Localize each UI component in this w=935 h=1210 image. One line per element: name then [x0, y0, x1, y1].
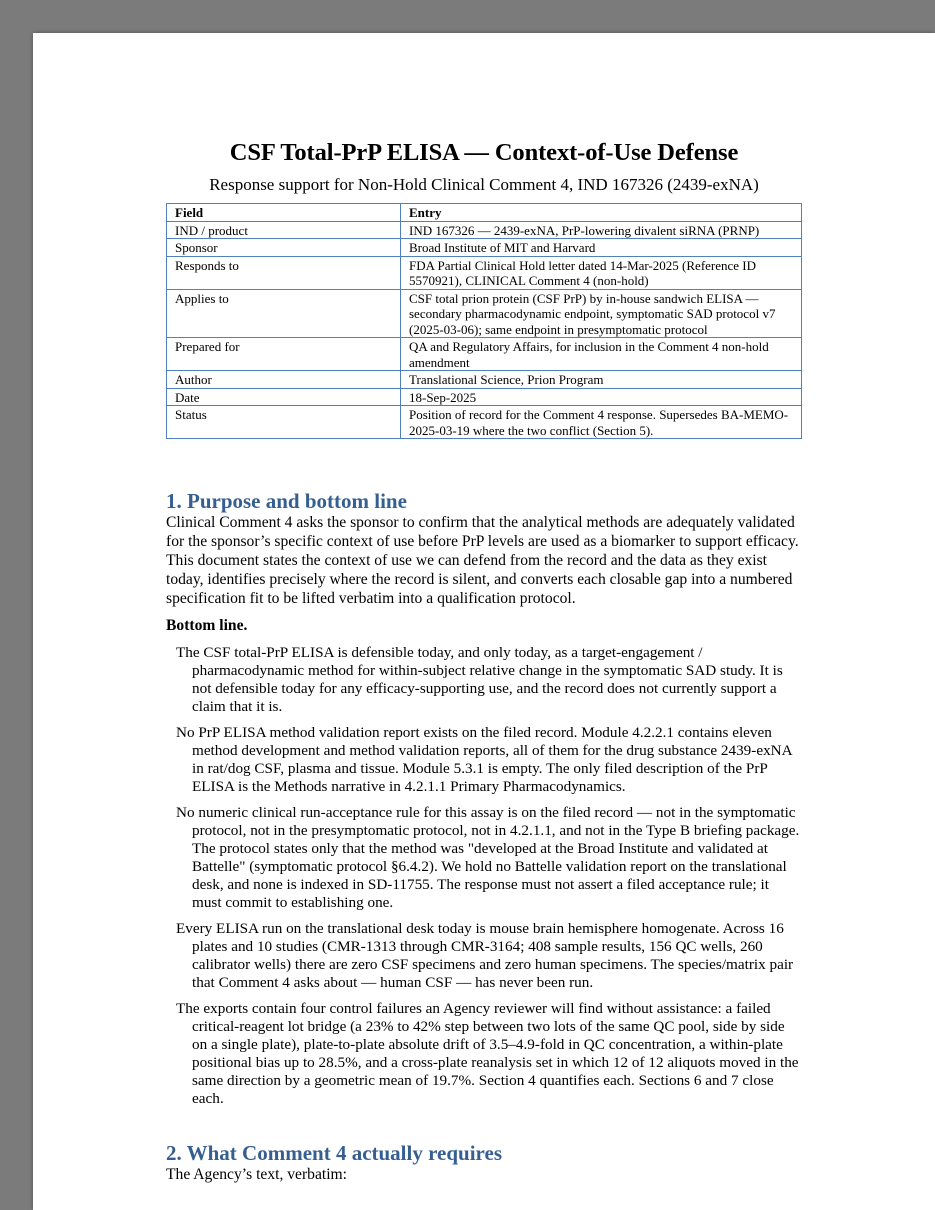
row-entry: CSF total prion protein (CSF PrP) by in-house sandwich ELISA — secondary pharmacodynamic endpoint, symptomatic SAD protocol v7 (2025-03-06); same endpoint in presymptomatic protocol — [401, 289, 802, 338]
document-title: CSF Total-PrP ELISA — Context-of-Use Defense — [229, 139, 739, 166]
list-item-text: Every ELISA run on the translational desk today is mouse brain hemisphere homogenate. Across 16 plates and 10 studies (CMR-1313 through CMR-3164; 408 sample results, 156 QC wells, 260 calibrator wells) there are zero CSF specimens and zero human specimens. The species/matrix pair that Comment 4 asks about — human CSF — has never been run. — [176, 920, 794, 991]
table-row — [167, 256, 802, 289]
row-field: Applies to — [167, 289, 401, 338]
row-entry: Broad Institute of MIT and Harvard — [401, 239, 802, 257]
document-subtitle: Response support for Non-Hold Clinical Comment 4, IND 167326 (2439-exNA) — [209, 175, 759, 194]
row-entry: FDA Partial Clinical Hold letter dated 14-Mar-2025 (Reference ID 5570921), CLINICAL Comment 4 (non-hold) — [401, 256, 802, 289]
list-item-text: No PrP ELISA method validation report exists on the filed record. Module 4.2.2.1 contains eleven method development and method validation reports, all of them for the drug substance 2439-exNA in rat/dog CSF, plasma and tissue. Module 5.3.1 is empty. The only filed description of the PrP ELISA is the Methods narrative in 4.2.1.1 Primary Pharmacodynamics. — [176, 724, 792, 795]
row-entry: 18-Sep-2025 — [401, 388, 802, 406]
table-row — [167, 289, 802, 338]
row-entry: Position of record for the Comment 4 response. Supersedes BA-MEMO-2025-03-19 where the two conflict (Section 5). — [401, 406, 802, 439]
list-item-text: The exports contain four control failures an Agency reviewer will find without assistance: a failed critical-reagent lot bridge (a 23% to 42% step between two lots of the same QC pool, side by side on a single plate), plate-to-plate absolute drift of 3.5–4.9-fold in QC concentration, a within-plate positional bias up to 28.5%, and a cross-plate reanalysis set in which 12 of 12 aliquots moved in the same direction by a geometric mean of 19.7%. Section 4 quantifies each. Sections 6 and 7 close each. — [176, 1000, 799, 1107]
document-page — [33, 33, 935, 1210]
row-entry: QA and Regulatory Affairs, for inclusion in the Comment 4 non-hold amendment — [401, 338, 802, 371]
table-row — [167, 239, 802, 257]
list-item-text: The CSF total-PrP ELISA is defensible today, and only today, as a target-engagement / pharmacodynamic method for within-subject relative change in the symptomatic SAD study. It is not defensible today for any efficacy-supporting use, and the record does not currently support a claim that it is. — [176, 644, 783, 715]
table-row — [167, 338, 802, 371]
row-field: Date — [167, 388, 401, 406]
row-field: IND / product — [167, 221, 401, 239]
row-field: Responds to — [167, 256, 401, 289]
row-field: Status — [167, 406, 401, 439]
table-row — [167, 388, 802, 406]
list-item — [166, 804, 802, 912]
row-field: Prepared for — [167, 338, 401, 371]
section-1-heading: 1. Purpose and bottom line — [166, 489, 407, 513]
header-entry: Entry — [401, 204, 802, 222]
row-entry: IND 167326 — 2439-exNA, PrP-lowering divalent siRNA (PRNP) — [401, 221, 802, 239]
table-row — [167, 221, 802, 239]
section-2-intro: The Agency’s text, verbatim: — [166, 1166, 348, 1183]
row-field: Sponsor — [167, 239, 401, 257]
table-row — [167, 371, 802, 389]
document-content — [166, 138, 802, 1184]
list-item — [166, 724, 802, 796]
list-item — [166, 920, 802, 992]
list-item-text: No numeric clinical run-acceptance rule for this assay is on the filed record — not in the symptomatic protocol, not in the presymptomatic protocol, not in 4.2.1.1, and not in the Type B briefing package. The protocol states only that the method was "developed at the Broad Institute and validated at Battelle" (symptomatic protocol §6.4.2). We hold no Battelle validation report on the translational desk, and none is indexed in SD-11755. The response must not assert a filed acceptance rule; it must commit to establishing one. — [176, 804, 800, 911]
table-row — [167, 406, 802, 439]
metadata-table-header — [167, 204, 802, 222]
list-item — [166, 1000, 802, 1108]
metadata-table — [166, 203, 802, 439]
list-item — [166, 644, 802, 716]
section-1-intro: Clinical Comment 4 asks the sponsor to confirm that the analytical methods are adequately validated for the sponsor’s specific context of use before PrP levels are used as a biomarker to support efficacy. This document states the context of use we can defend from the record and the data as they exist today, identifies precisely where the record is silent, and converts each closable gap into a numbered specification fit to be lifted verbatim into a qualification protocol. — [166, 514, 799, 607]
section-2-heading: 2. What Comment 4 actually requires — [166, 1141, 502, 1165]
bottom-line-list — [166, 644, 802, 1108]
row-field: Author — [167, 371, 401, 389]
header-field: Field — [167, 204, 401, 222]
row-entry: Translational Science, Prion Program — [401, 371, 802, 389]
bottom-line-label: Bottom line. — [166, 617, 248, 634]
